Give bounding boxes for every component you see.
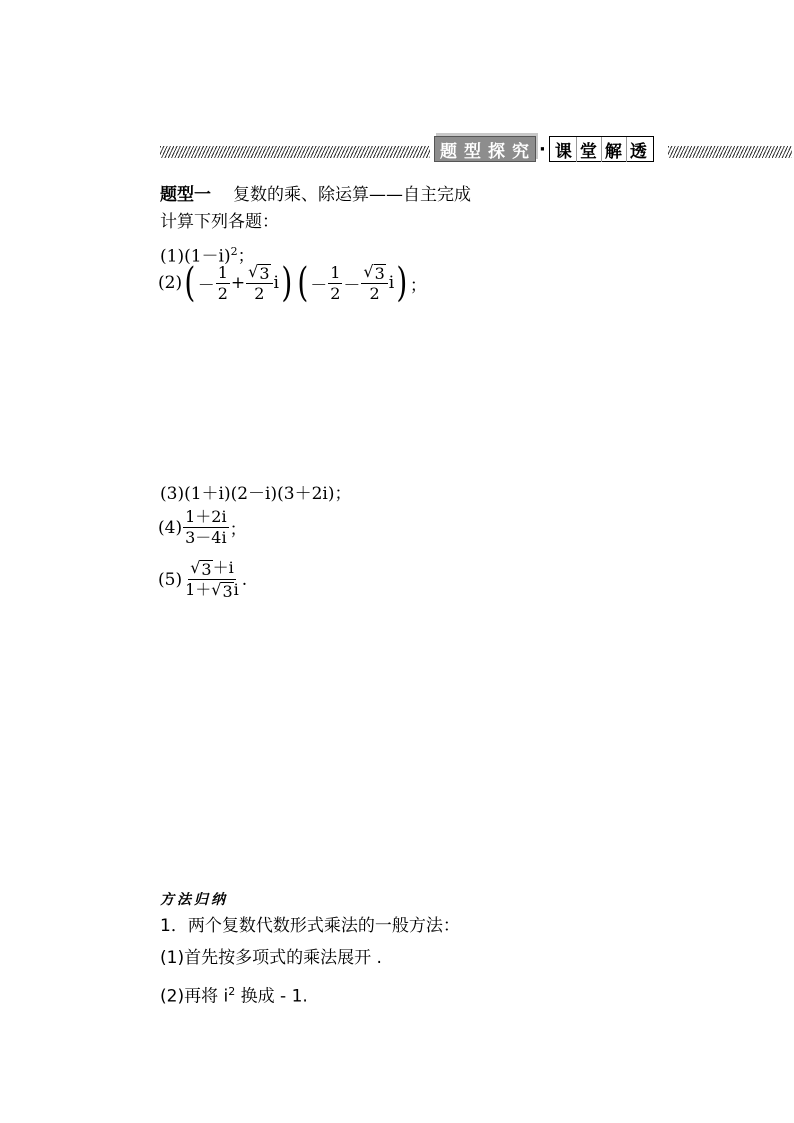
problem-4: (4) $\frac{1+2i}{3-4i}$ ； [158,507,247,547]
section-heading [160,185,471,205]
problem-2: (2) ( － $\frac{1}{2}$ + √ 3 2 i ) ( － $\frac{1}{2}$ － √ 3 2 i ) ； [158,260,427,306]
fraction: $\frac{1+2i}{3-4i}$ [185,507,227,547]
banner-left-hatch [160,146,430,158]
heading-label: 题型一 [160,185,211,205]
method-title: 方法归纳 [160,892,228,908]
fraction: $\frac{1}{2}$ [330,262,341,303]
problem-1: $(1)(1-i)^2$； [160,245,255,267]
banner-tag-explore: 题 型 探 究 [434,136,536,162]
method-line-1: 1．两个复数代数形式乘法的一般方法： [160,916,460,936]
fraction: √ 3 ＋i 1＋ √ 3 i [185,558,239,601]
method-line-3: (2)再将 $i^2$ 换成 - 1. [160,985,308,1007]
section-banner [434,134,654,164]
problem-5: (5) √ 3 ＋i 1＋ √ 3 i . [158,558,248,601]
intro-text: 计算下列各题： [160,212,279,232]
problem-3: (3)(1＋i)(2－i)(3＋2i)； [160,484,352,504]
banner-right-hatch [668,146,792,158]
fraction: √ 3 2 [361,262,387,304]
fraction: √ 3 2 [246,262,272,304]
banner-separator: · [539,138,546,160]
banner-tag-classroom: 课 堂 解 透 [549,136,654,162]
fraction: $\frac{1}{2}$ [217,262,228,303]
method-line-2: (1)首先按多项式的乘法展开 . [160,948,382,968]
heading-title: 复数的乘、除运算——自主完成 [233,185,471,205]
